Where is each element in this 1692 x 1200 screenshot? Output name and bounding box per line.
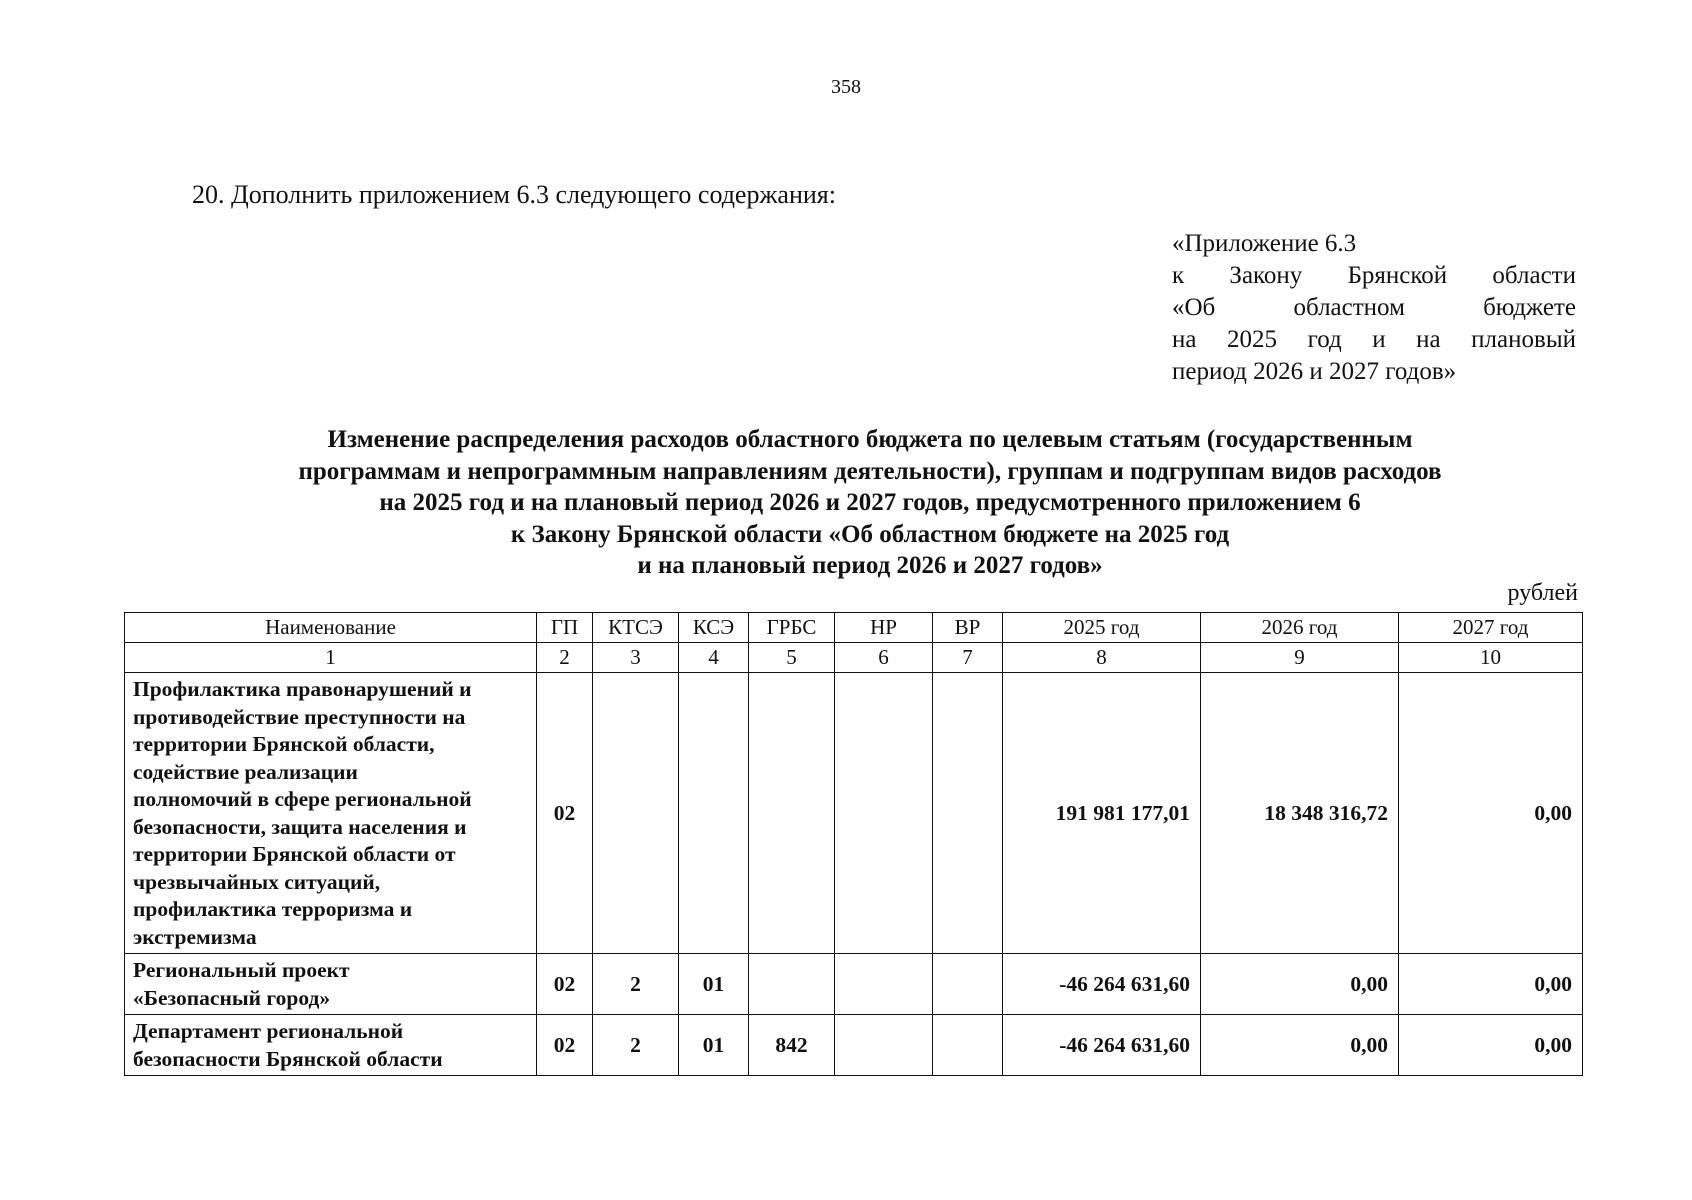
table-row	[125, 673, 1583, 954]
row-name-line: территории Брянской области от	[133, 842, 456, 866]
table-row	[125, 954, 1583, 1015]
intro-text: 20. Дополнить приложением 6.3 следующего содержания:	[192, 180, 836, 209]
header-ktse: КТСЭ	[593, 613, 679, 643]
table-title-line: и на плановый период 2026 и 2027 годов»	[637, 552, 1103, 579]
column-number: 7	[933, 643, 1003, 673]
column-number: 10	[1399, 643, 1583, 673]
cell-grbs: 842	[749, 1015, 835, 1076]
header-vr: ВР	[933, 613, 1003, 643]
row-name-line: экстремизма	[133, 924, 257, 949]
row-name-line: содействие реализации	[133, 759, 358, 784]
header-2027: 2027 год	[1399, 613, 1583, 643]
row-name-line: профилактика терроризма и	[133, 897, 413, 921]
header-name: Наименование	[125, 613, 537, 643]
column-number-row	[125, 643, 1583, 673]
cell-ktse: 2	[593, 954, 679, 1015]
cell-2027: 0,00	[1399, 954, 1583, 1015]
column-number: 5	[749, 643, 835, 673]
column-number: 1	[125, 643, 537, 673]
cell-kse	[679, 673, 749, 954]
cell-gp: 02	[537, 954, 593, 1015]
budget-table	[124, 612, 1583, 1076]
cell-2027: 0,00	[1399, 673, 1583, 954]
header-2025: 2025 год	[1003, 613, 1201, 643]
appendix-ref-line: «Приложение 6.3	[1172, 230, 1357, 257]
cell-2025: 191 981 177,01	[1003, 673, 1201, 954]
row-name-line: территории Брянской области,	[133, 732, 435, 756]
header-grbs: ГРБС	[749, 613, 835, 643]
cell-2025: -46 264 631,60	[1003, 1015, 1201, 1076]
header-nr: НР	[835, 613, 933, 643]
appendix-ref-line: на 2025 год и на плановый	[1172, 326, 1576, 353]
table-title-line: к Закону Брянской области «Об областном бюджете на 2025 год	[510, 520, 1230, 548]
table-title-line: на 2025 год и на плановый период 2026 и 2027 годов, предусмотренного приложением 6	[379, 489, 1361, 516]
column-number: 3	[593, 643, 679, 673]
table-title	[200, 424, 1540, 582]
appendix-ref-line: к Закону Брянской области	[1172, 262, 1576, 289]
currency-unit: рублей	[1507, 580, 1578, 606]
appendix-ref-line: «Об областном бюджете	[1172, 294, 1576, 321]
cell-vr	[933, 673, 1003, 954]
row-name	[125, 673, 537, 954]
appendix-reference	[1172, 228, 1576, 388]
header-row	[125, 613, 1583, 643]
table-title-line: программам и непрограммным направлениям деятельности), группам и подгруппам видов расходов	[298, 457, 1442, 485]
cell-nr	[835, 1015, 933, 1076]
cell-gp: 02	[537, 673, 593, 954]
cell-nr	[835, 673, 933, 954]
column-number: 9	[1201, 643, 1399, 673]
row-name-line: противодействие преступности на	[133, 704, 466, 729]
row-name-line: безопасности Брянской области	[133, 1046, 443, 1071]
cell-nr	[835, 954, 933, 1015]
row-name-line: Департамент региональной	[133, 1019, 404, 1043]
appendix-ref-line: период 2026 и 2027 годов»	[1172, 358, 1457, 385]
row-name-line: полномочий в сфере региональной	[133, 787, 472, 811]
cell-ktse: 2	[593, 1015, 679, 1076]
row-name-line: безопасности, защита населения и	[133, 814, 467, 839]
row-name	[125, 954, 537, 1015]
row-name-line: «Безопасный город»	[133, 985, 331, 1010]
cell-ktse	[593, 673, 679, 954]
row-name-line: чрезвычайных ситуаций,	[133, 869, 381, 894]
cell-vr	[933, 1015, 1003, 1076]
cell-2026: 0,00	[1201, 954, 1399, 1015]
column-number: 6	[835, 643, 933, 673]
cell-2025: -46 264 631,60	[1003, 954, 1201, 1015]
table-row	[125, 1015, 1583, 1076]
cell-2027: 0,00	[1399, 1015, 1583, 1076]
column-number: 4	[679, 643, 749, 673]
header-2026: 2026 год	[1201, 613, 1399, 643]
row-name-line: Региональный проект	[133, 958, 350, 982]
cell-2026: 18 348 316,72	[1201, 673, 1399, 954]
cell-grbs	[749, 954, 835, 1015]
header-gp: ГП	[537, 613, 593, 643]
column-number: 8	[1003, 643, 1201, 673]
table-title-line: Изменение распределения расходов областного бюджета по целевым статьям (государственным	[327, 426, 1413, 453]
cell-kse: 01	[679, 1015, 749, 1076]
cell-grbs	[749, 673, 835, 954]
page-number: 358	[831, 76, 861, 98]
cell-kse: 01	[679, 954, 749, 1015]
cell-vr	[933, 954, 1003, 1015]
cell-gp: 02	[537, 1015, 593, 1076]
row-name	[125, 1015, 537, 1076]
cell-2026: 0,00	[1201, 1015, 1399, 1076]
header-kse: КСЭ	[679, 613, 749, 643]
row-name-line: Профилактика правонарушений и	[133, 677, 472, 701]
column-number: 2	[537, 643, 593, 673]
